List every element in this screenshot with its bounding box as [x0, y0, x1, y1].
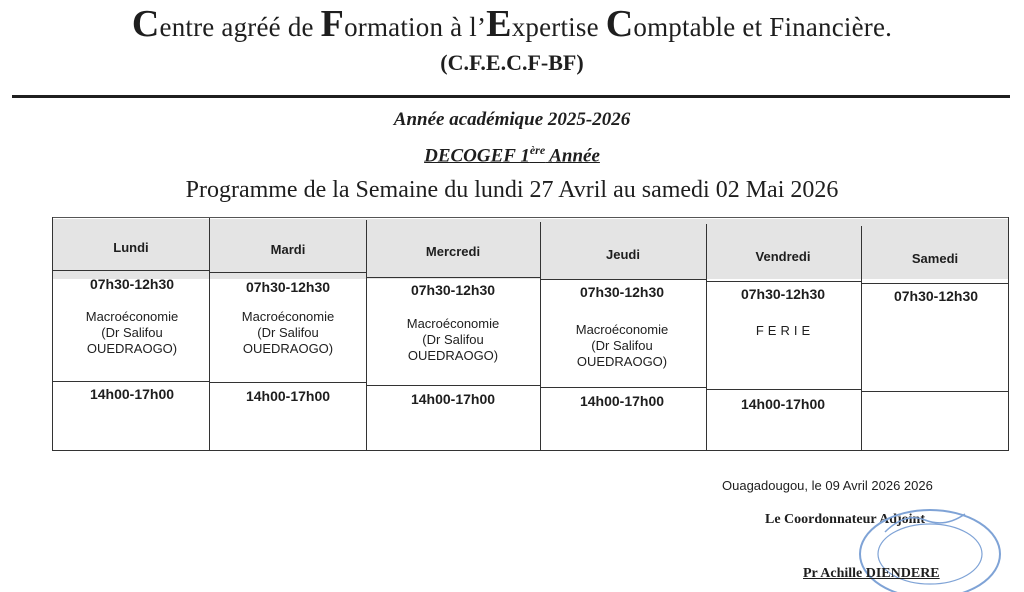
course-teacher: OUEDRAOGO): [242, 341, 334, 356]
title-initial: C: [605, 3, 634, 45]
morning-slot-mardi: 07h30-12h30: [245, 279, 331, 295]
class-suffix: Année: [545, 145, 600, 167]
course-title: Macroéconomie: [406, 316, 500, 331]
signer-name: Pr Achille DIENDERE: [803, 566, 940, 581]
course-cell-mercredi: [373, 316, 533, 364]
day-header-mercredi: Mercredi: [425, 244, 481, 259]
morning-slot-jeudi: 07h30-12h30: [579, 284, 665, 300]
table-border: [367, 277, 540, 278]
day-header-lundi: Lundi: [113, 240, 149, 255]
afternoon-slot-mercredi: 14h00-17h00: [410, 391, 496, 407]
table-border: [210, 272, 366, 273]
title-word: ormation à l’: [344, 12, 487, 42]
course-title: Macroéconomie: [85, 309, 179, 324]
table-border: [52, 217, 1009, 218]
title-word: omptable et Financière.: [633, 12, 893, 42]
table-border: [707, 281, 861, 282]
title-word: entre agréé de: [159, 12, 321, 42]
course-cell-jeudi: [542, 322, 702, 370]
signer-title: Le Coordonnateur Adjoint: [765, 512, 925, 527]
course-teacher: (Dr Salifou: [591, 338, 653, 353]
course-cell-lundi: [52, 309, 212, 357]
course-teacher: OUEDRAOGO): [576, 354, 668, 369]
table-border: [862, 283, 1009, 284]
day-header-vendredi: Vendredi: [755, 249, 811, 264]
course-teacher: (Dr Salifou: [257, 325, 319, 340]
course-teacher: OUEDRAOGO): [86, 341, 178, 356]
title-initial: E: [486, 3, 512, 45]
morning-slot-lundi: 07h30-12h30: [89, 276, 175, 292]
title-word: xpertise: [511, 12, 606, 42]
afternoon-slot-lundi: 14h00-17h00: [89, 386, 175, 402]
class-label: DECOGEF 1: [424, 145, 530, 167]
afternoon-slot-vendredi: 14h00-17h00: [740, 396, 826, 412]
table-border: [541, 279, 706, 280]
academic-year: Année académique 2025-2026: [393, 109, 631, 130]
course-teacher: OUEDRAOGO): [407, 348, 499, 363]
place-date: Ouagadougou, le 09 Avril 2026 2026: [722, 478, 933, 493]
course-teacher: (Dr Salifou: [101, 325, 163, 340]
title-initial: F: [320, 3, 345, 45]
table-border: [540, 222, 541, 451]
table-border: [52, 381, 209, 382]
class-superscript: ère: [529, 143, 546, 157]
course-teacher: (Dr Salifou: [422, 332, 484, 347]
afternoon-slot-mardi: 14h00-17h00: [245, 388, 331, 404]
morning-slot-mercredi: 07h30-12h30: [410, 282, 496, 298]
table-border: [52, 450, 1009, 451]
institution-acronym: (C.F.E.C.F-BF): [440, 50, 584, 75]
table-border: [367, 385, 540, 386]
day-header-samedi: Samedi: [911, 251, 959, 266]
course-cell-mardi: [208, 309, 368, 357]
table-border: [52, 270, 209, 271]
table-border: [210, 382, 366, 383]
signature-stroke: [885, 514, 965, 532]
morning-slot-samedi: 07h30-12h30: [893, 288, 979, 304]
table-border: [541, 387, 706, 388]
day-header-jeudi: Jeudi: [606, 247, 640, 262]
afternoon-slot-jeudi: 14h00-17h00: [579, 393, 665, 409]
course-title: Macroéconomie: [241, 309, 335, 324]
morning-slot-vendredi: 07h30-12h30: [740, 286, 826, 302]
title-initial: C: [131, 3, 160, 45]
week-title: Programme de la Semaine du lundi 27 Avril au samedi 02 Mai 2026: [185, 177, 839, 203]
day-header-mardi: Mardi: [270, 242, 306, 257]
table-border: [862, 391, 1009, 392]
holiday-label: FERIE: [755, 323, 815, 338]
table-border: [707, 389, 861, 390]
course-title: Macroéconomie: [575, 322, 669, 337]
